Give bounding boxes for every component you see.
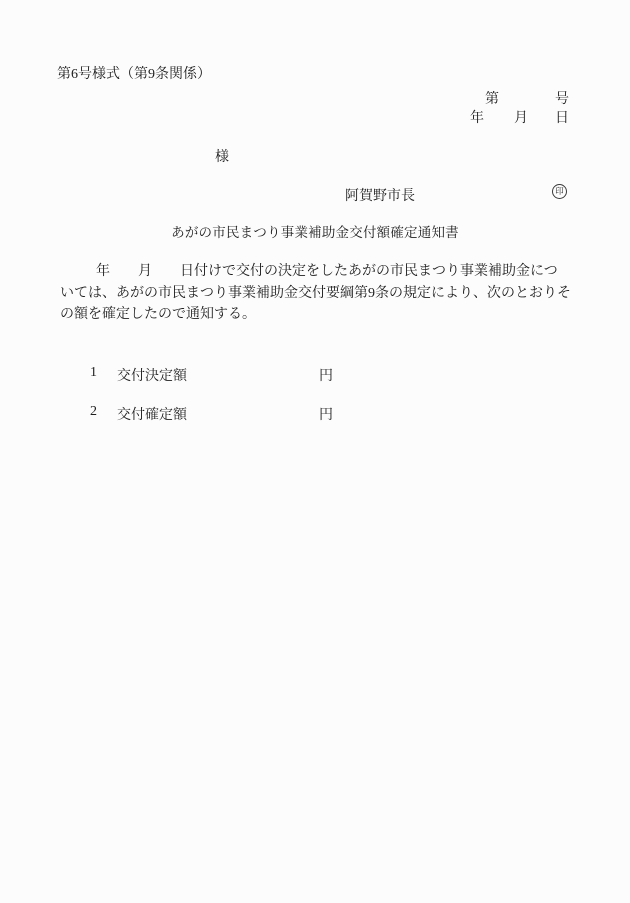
amount-item-grant-decision	[0, 365, 630, 383]
doc-number-suffix-label: 号	[555, 92, 569, 107]
date-day-label: 日	[555, 111, 569, 126]
doc-number-prefix-label: 第	[485, 92, 499, 107]
item-number-label: 1	[90, 365, 97, 380]
item-unit-label: 円	[319, 369, 333, 384]
sender-title-label: 阿賀野市長	[345, 189, 415, 204]
body-paragraph-line: 年 月 日付けで交付の決定をしたあがの市民まつり事業補助金につ	[96, 264, 558, 279]
item-label: 交付決定額	[117, 369, 187, 384]
item-number-label: 2	[90, 404, 97, 419]
date-year-label: 年	[470, 111, 484, 126]
document-title: あがの市民まつり事業補助金交付額確定通知書	[171, 225, 459, 240]
date-month-label: 月	[514, 111, 528, 126]
body-paragraph-line: の額を確定したので通知する。	[60, 307, 256, 322]
body-paragraph	[60, 261, 580, 326]
seal-mark-icon: 印	[552, 184, 567, 199]
item-label: 交付確定額	[117, 408, 187, 423]
addressee-honorific-label: 様	[215, 150, 229, 165]
amount-item-grant-determined	[0, 404, 630, 422]
body-paragraph-line: いては、あがの市民まつり事業補助金交付要綱第9条の規定により、次のとおりそ	[60, 285, 571, 301]
item-unit-label: 円	[319, 408, 333, 423]
form-number-label: 第6号様式（第9条関係）	[57, 67, 211, 82]
